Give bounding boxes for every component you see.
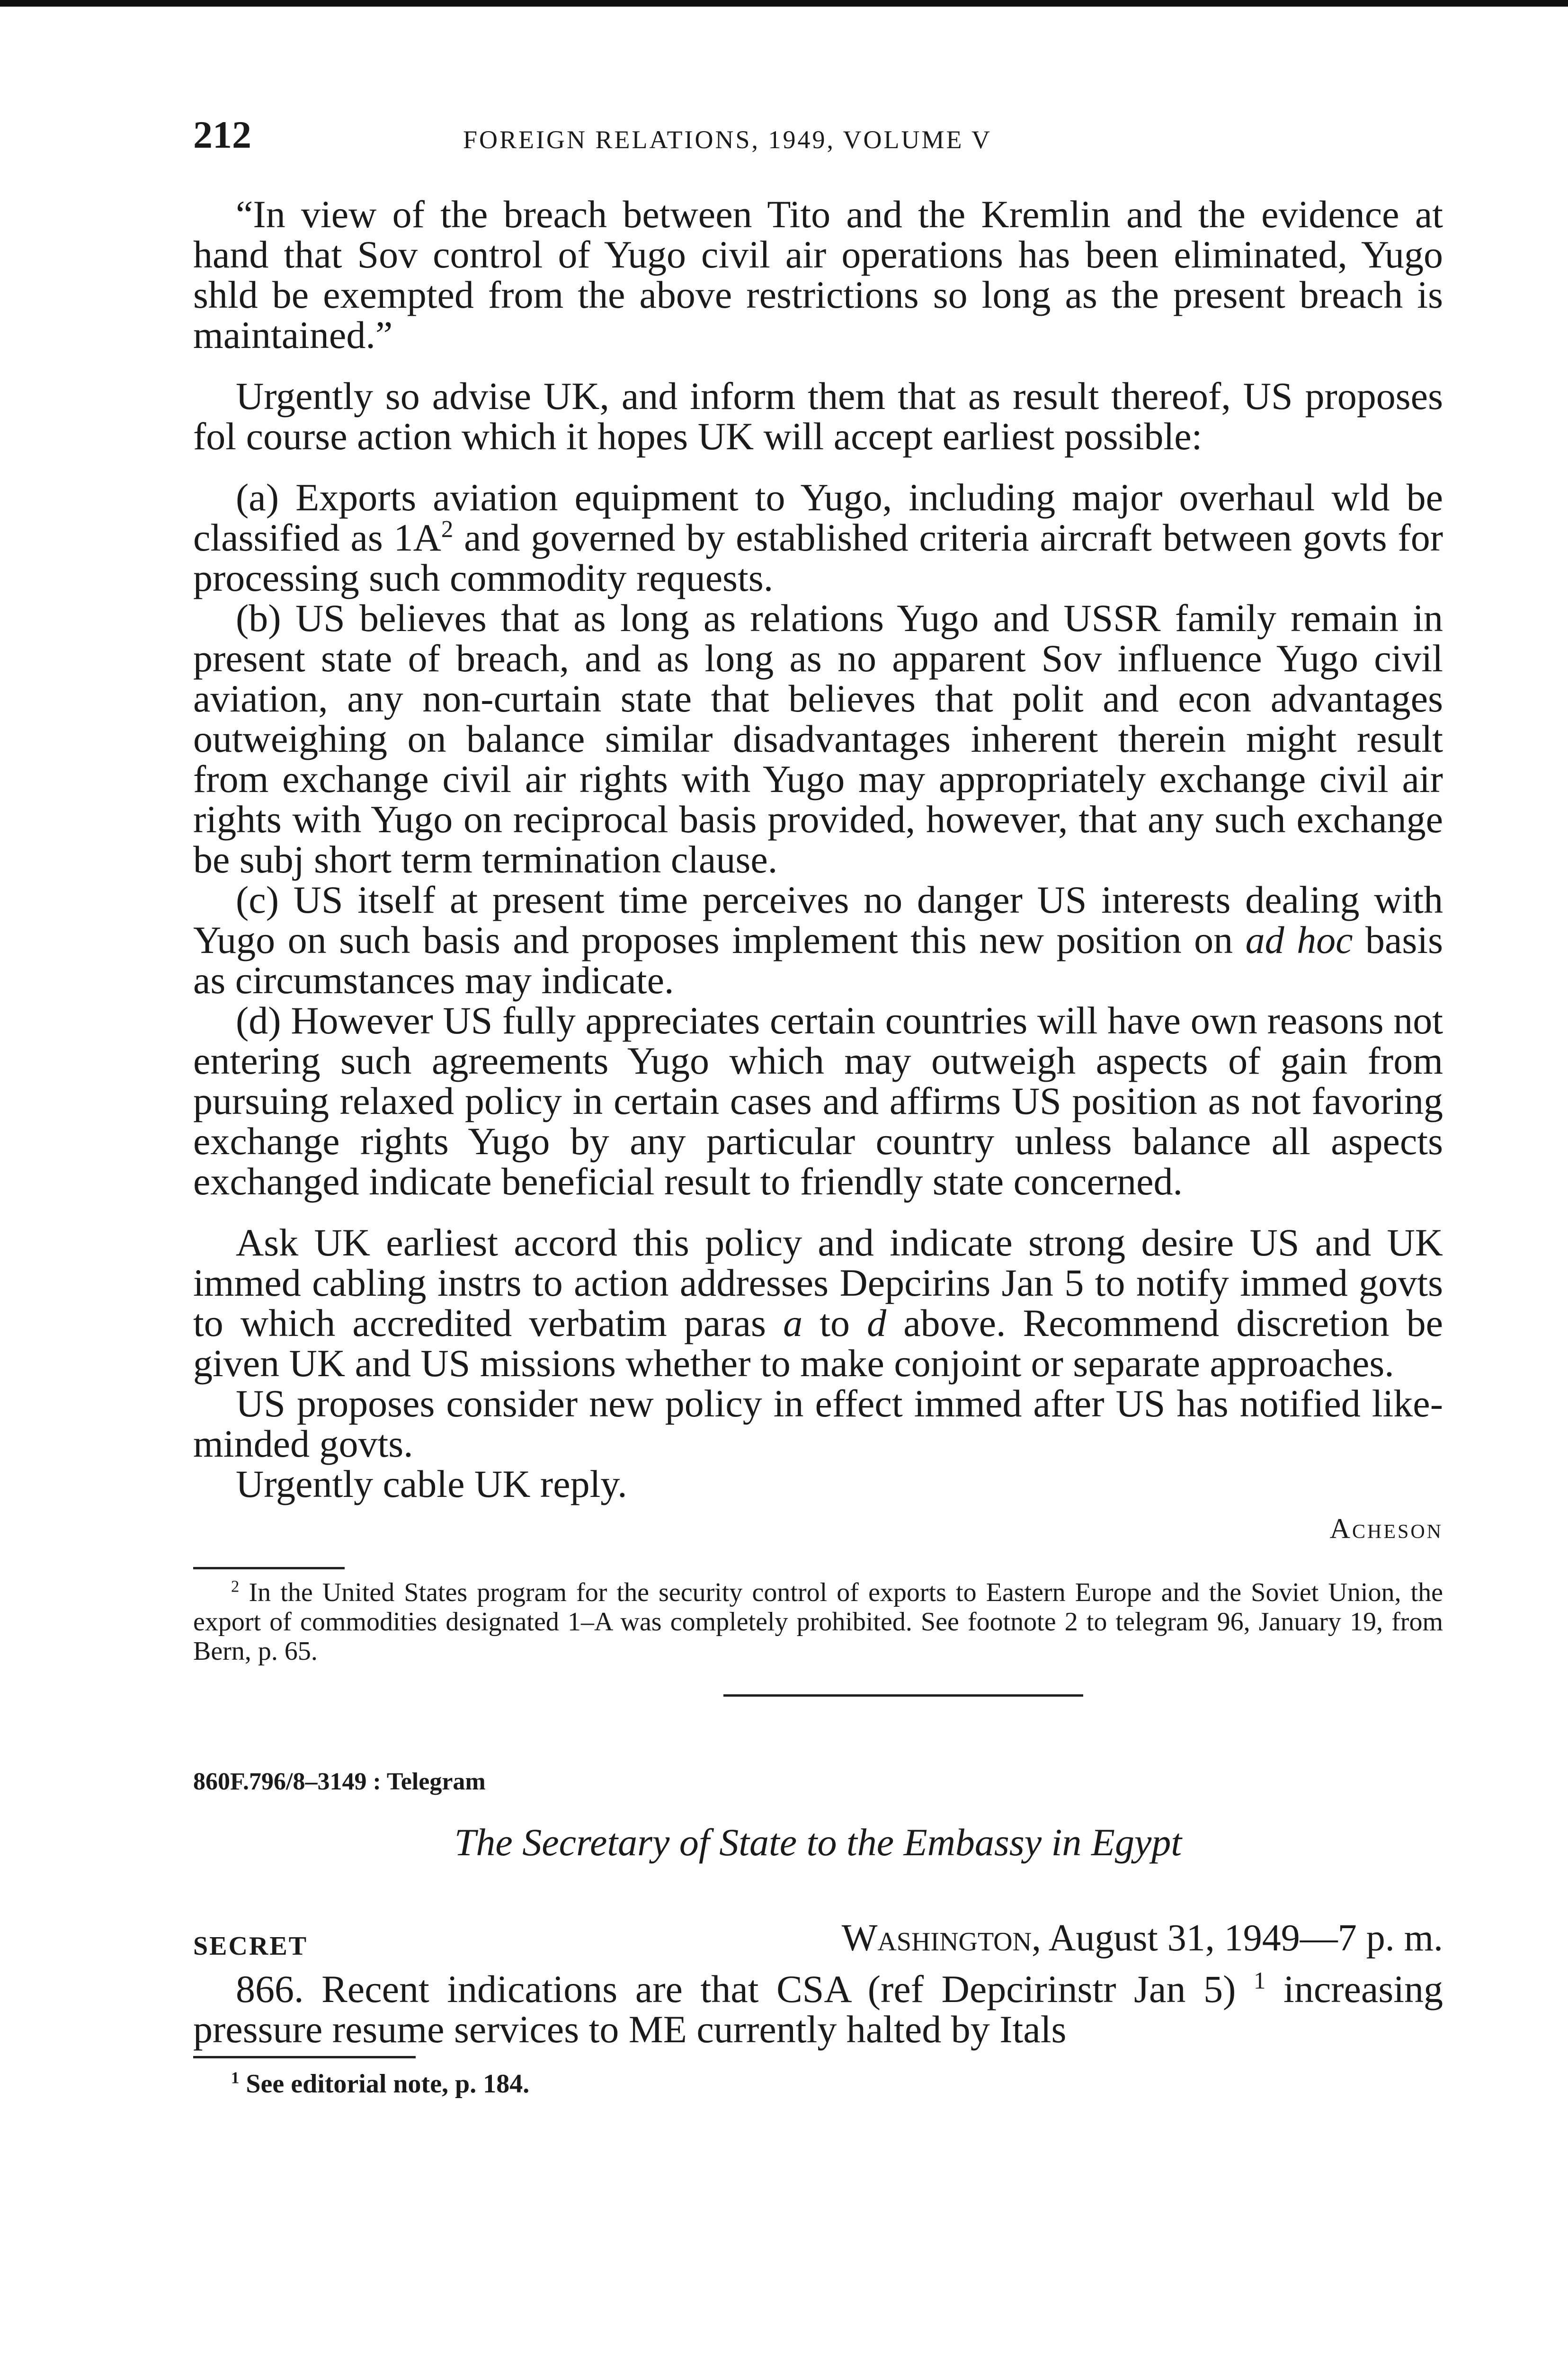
advise-paragraph: Urgently so advise UK, and inform them that as result thereof, US proposes fol course action which it hopes UK will accept earliest possible: xyxy=(193,374,1443,458)
footnote-1-text: See editorial note, p. 184. xyxy=(246,2069,530,2099)
file-reference: 860F.796/8–3149 : Telegram xyxy=(193,1768,486,1795)
item-d-text: However US fully appreciates certain countries will have own reasons not entering such agreements Yugo which may outweigh aspects of gain from pursuing relaxed policy in certain cases and affirms US position as not favoring exchange rights Yugo by any particular country unless balance all aspects exchanged indicate beneficial result to friendly state concerned. xyxy=(193,999,1443,1203)
message-text-end: increasing pressure resume services to ME currently halted by Itals xyxy=(193,1967,1443,2051)
date-time: August 31, 1949—7 p. m. xyxy=(1048,1917,1443,1959)
footnote-2 xyxy=(193,1578,1443,1666)
cable-paragraph: Urgently cable UK reply. xyxy=(236,1462,627,1505)
footnote-1-marker: 1 xyxy=(231,2068,240,2087)
page-content xyxy=(193,194,1443,2099)
footnote-2-text: In the United States program for the security control of exports to Eastern Europe and the Soviet Union, the export of commodities designated 1–A was completely prohibited. See footnote 2 to telegram 96, January 19, from Bern, p. 65. xyxy=(193,1578,1443,1666)
item-b-paragraph xyxy=(193,598,1443,880)
item-a-paragraph xyxy=(193,477,1443,598)
item-a-label: (a) xyxy=(236,476,279,519)
item-c-label: (c) xyxy=(236,878,279,921)
item-c-text-before: US itself at present time perceives no danger US interests dealing with Yugo on such basis and proposes implement this new position on xyxy=(193,878,1443,961)
ask-text-1: Ask UK earliest accord this policy and indicate strong desire US and UK immed cabling instrs to action addresses Depcirins Jan 5 to notify immed govts to which accredited verbatim paras xyxy=(193,1221,1443,1344)
footnote-1 xyxy=(193,2069,1443,2099)
footnote-ref-1[interactable]: 1 xyxy=(1254,1967,1266,1994)
ask-text-2: above. Recommend discretion be given UK and US missions whether to make conjoint or separate approaches. xyxy=(193,1301,1443,1385)
footnote-rule xyxy=(193,1567,345,1569)
proposes-paragraph: US proposes consider new policy in effect immed after US has notified like-minded govts. xyxy=(193,1382,1443,1465)
item-b-label: (b) xyxy=(236,596,281,640)
message-paragraph xyxy=(193,1969,1443,2049)
ask-to: to xyxy=(820,1301,850,1344)
ask-para-d: d xyxy=(867,1301,887,1344)
item-a-text-before: Exports aviation equipment to Yugo, including major overhaul wld be classified as 1A xyxy=(193,476,1443,559)
top-border-line xyxy=(0,0,1568,7)
item-b-text: US believes that as long as relations Yugo and USSR family remain in present state of breach, and as long as no apparent Sov influence Yugo civil aviation, any non-curtain state that believes that polit and econ advantages outweighing on balance similar disadvantages inherent therein might result from exchange civil air rights with Yugo may appropriately exchange civil air rights with Yugo on reciprocal basis provided, however, that any such exchange be subj short term termination clause. xyxy=(193,596,1443,881)
signature: Acheson xyxy=(1329,1513,1443,1544)
ask-paragraph xyxy=(193,1222,1443,1383)
quoted-paragraph: “In view of the breach between Tito and the Kremlin and the evidence at hand that Sov control of Yugo civil air operations has been eliminated, Yugo shld be exempted from the above restrictions so long as the present breach is maintained.” xyxy=(193,193,1443,356)
ask-para-a: a xyxy=(783,1301,803,1344)
message-text-start: 866. Recent indications are that CSA (ref Depcirinstr Jan 5) xyxy=(236,1967,1236,2011)
page-number: 212 xyxy=(193,113,251,156)
item-c-paragraph xyxy=(193,880,1443,1000)
item-c-italic: ad hoc xyxy=(1245,918,1353,961)
running-title: FOREIGN RELATIONS, 1949, VOLUME V xyxy=(463,125,992,154)
footnote-2-marker: 2 xyxy=(231,1577,240,1596)
document-title: The Secretary of State to the Embassy in Egypt xyxy=(454,1821,1182,1864)
item-d-paragraph xyxy=(193,1000,1443,1201)
item-c-text-after: basis as circumstances may indicate. xyxy=(193,918,1443,1002)
classification-label: SECRET xyxy=(193,1931,308,1961)
dateline xyxy=(193,1917,1443,1969)
item-a-text-after: and governed by established criteria aircraft between govts for processing such commodity requests. xyxy=(193,516,1443,599)
place-name: Washington, xyxy=(841,1917,1042,1959)
section-separator xyxy=(723,1694,1083,1697)
footnote-ref-2[interactable]: 2 xyxy=(441,516,454,543)
footnote-rule-2 xyxy=(193,2056,416,2058)
item-d-label: (d) xyxy=(236,999,281,1042)
place-and-date xyxy=(842,1917,1443,1960)
page-header xyxy=(193,113,1443,160)
